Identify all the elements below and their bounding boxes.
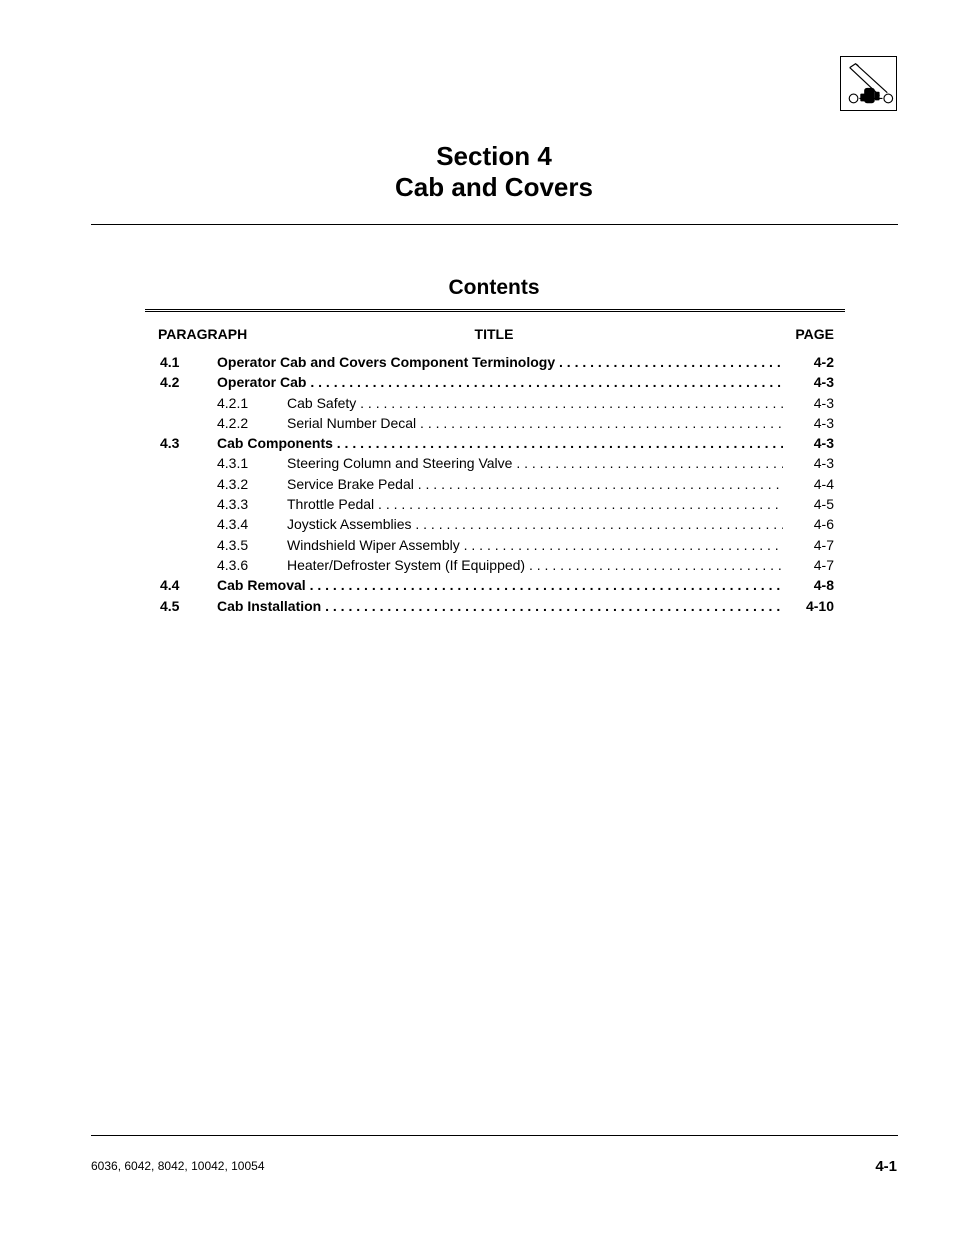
toc-entry-number: 4.3.5 bbox=[217, 536, 249, 553]
toc-entry bbox=[160, 352, 834, 372]
toc-entry-title: Service Brake Pedal . . . bbox=[287, 474, 783, 494]
toc-entry-number: 4.3.2 bbox=[217, 475, 249, 492]
toc-entry bbox=[160, 575, 834, 595]
section-name: Cab and Covers bbox=[395, 172, 593, 202]
toc-entry-page: 4-7 bbox=[813, 556, 834, 573]
toc-entry bbox=[160, 453, 834, 473]
toc-entry bbox=[160, 535, 834, 555]
telehandler-cab-icon-graphic bbox=[841, 57, 896, 110]
toc-entry-page: 4-5 bbox=[813, 496, 834, 513]
column-header-page: PAGE bbox=[795, 326, 834, 342]
column-header-title: TITLE bbox=[474, 326, 514, 342]
telehandler-cab-icon bbox=[840, 56, 897, 111]
toc-entry-page: 4-3 bbox=[813, 394, 834, 411]
toc-entry bbox=[160, 555, 834, 575]
footer-page-number: 4-1 bbox=[875, 1158, 897, 1175]
toc-entry bbox=[160, 372, 834, 392]
toc-entry-number: 4.3.3 bbox=[217, 496, 249, 513]
toc-entry-title: Serial Number Decal . . . bbox=[287, 413, 783, 433]
toc-entry-number: 4.3.6 bbox=[217, 556, 249, 573]
table-of-contents bbox=[160, 352, 834, 616]
column-header-paragraph: PARAGRAPH bbox=[158, 326, 248, 342]
toc-entry-title: Operator Cab and Covers Component Terminology . . . bbox=[217, 352, 783, 372]
toc-entry bbox=[160, 433, 834, 453]
toc-entry bbox=[160, 596, 834, 616]
toc-entry-number: 4.2.1 bbox=[217, 394, 249, 411]
toc-entry bbox=[160, 413, 834, 433]
toc-entry-number: 4.3 bbox=[160, 435, 180, 452]
footer-divider bbox=[91, 1135, 898, 1136]
toc-entry-title: Cab Installation . . . bbox=[217, 596, 783, 616]
toc-entry bbox=[160, 393, 834, 413]
toc-entry-page: 4-8 bbox=[813, 577, 834, 594]
toc-entry-title: Operator Cab . . . bbox=[217, 372, 783, 392]
toc-entry-title: Throttle Pedal . . . bbox=[287, 494, 783, 514]
toc-entry-title: Joystick Assemblies . . . bbox=[287, 514, 783, 534]
toc-entry-page: 4-2 bbox=[813, 354, 834, 370]
toc-entry-page: 4-3 bbox=[813, 374, 834, 391]
title-divider bbox=[91, 224, 898, 225]
toc-entry-number: 4.5 bbox=[160, 597, 180, 614]
toc-entry-number: 4.2.2 bbox=[217, 414, 249, 431]
toc-entry-title: Cab Safety . . . bbox=[287, 393, 783, 413]
toc-entry-number: 4.2 bbox=[160, 374, 180, 391]
section-number: Section 4 bbox=[436, 141, 552, 171]
toc-entry-number: 4.4 bbox=[160, 577, 180, 594]
toc-entry-page: 4-3 bbox=[813, 455, 834, 472]
toc-entry-page: 4-3 bbox=[813, 414, 834, 431]
footer-model-list: 6036, 6042, 8042, 10042, 10054 bbox=[91, 1159, 265, 1173]
toc-entry-page: 4-3 bbox=[813, 435, 834, 452]
toc-entry bbox=[160, 514, 834, 534]
toc-entry-page: 4-10 bbox=[805, 597, 834, 614]
contents-divider bbox=[145, 309, 845, 312]
toc-entry-number: 4.3.1 bbox=[217, 455, 249, 472]
toc-entry-page: 4-4 bbox=[813, 475, 834, 492]
toc-entry-number: 4.3.4 bbox=[217, 516, 249, 533]
toc-entry-page: 4-7 bbox=[813, 536, 834, 553]
contents-heading: Contents bbox=[448, 276, 540, 299]
toc-entry-title: Cab Removal . . . bbox=[217, 575, 783, 595]
toc-entry-title: Windshield Wiper Assembly . . . bbox=[287, 535, 783, 555]
toc-entry-page: 4-6 bbox=[813, 516, 834, 533]
toc-entry bbox=[160, 474, 834, 494]
toc-entry bbox=[160, 494, 834, 514]
toc-entry-title: Steering Column and Steering Valve . . . bbox=[287, 453, 783, 473]
section-title bbox=[0, 141, 954, 203]
toc-entry-number: 4.1 bbox=[160, 354, 180, 370]
toc-entry-title: Cab Components . . . bbox=[217, 433, 783, 453]
toc-entry-title: Heater/Defroster System (If Equipped) . . . bbox=[287, 555, 783, 575]
